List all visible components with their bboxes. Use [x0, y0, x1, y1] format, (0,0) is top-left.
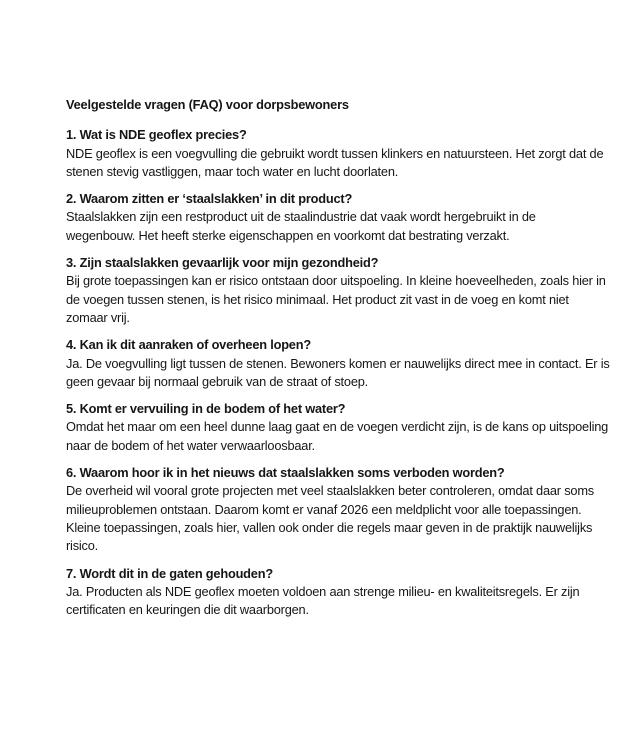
faq-answer-line: Ja. Producten als NDE geoflex moeten voldoen aan strenge milieu- en kwaliteitsregels. Er zijn — [66, 583, 580, 599]
faq-answer-line: naar de bodem of het water verwaarloosbaar. — [66, 437, 315, 453]
faq-answer-line: zomaar vrij. — [66, 309, 130, 325]
faq-answer-line: risico. — [66, 538, 99, 554]
faq-item — [66, 400, 611, 455]
faq-item — [66, 464, 611, 555]
faq-question: 7. Wordt dit in de gaten gehouden? — [66, 565, 273, 581]
faq-item — [66, 565, 611, 620]
faq-question: 1. Wat is NDE geoflex precies? — [66, 127, 247, 143]
faq-answer-line: Ja. De voegvulling ligt tussen de stenen. Bewoners komen er nauwelijks direct mee in contact. Er is — [66, 355, 610, 371]
faq-answer-line: certificaten en keuringen die dit waarborgen. — [66, 602, 309, 618]
faq-answer-line: De overheid wil vooral grote projecten met veel staalslakken beter controleren, omdat daar soms — [66, 483, 594, 499]
faq-answer-line: NDE geoflex is een voegvulling die gebruikt wordt tussen klinkers en natuursteen. Het zorgt dat de — [66, 145, 604, 161]
faq-answer-line: de voegen tussen stenen, is het risico minimaal. Het product zit vast in de voeg en komt niet — [66, 291, 569, 307]
faq-answer-line: wegenbouw. Het heeft sterke eigenschappen en voorkomt dat bestrating verzakt. — [66, 227, 510, 243]
faq-answer-line: geen gevaar bij normaal gebruik van de straat of stoep. — [66, 373, 369, 389]
faq-question: 5. Komt er vervuiling in de bodem of het water? — [66, 401, 346, 417]
faq-item — [66, 126, 611, 181]
faq-answer-line: milieuproblemen ontstaan. Daarom komt er vanaf 2026 een meldplicht voor alle toepassingen. — [66, 501, 582, 517]
faq-answer-line: stenen stevig vastliggen, maar toch water en lucht doorlaten. — [66, 163, 399, 179]
faq-answer-line: Kleine toepassingen, zoals hier, vallen ook onder die regels maar geven in de praktijk nauwelijks — [66, 519, 593, 535]
faq-item — [66, 254, 611, 327]
faq-question: 3. Zijn staalslakken gevaarlijk voor mijn gezondheid? — [66, 255, 379, 271]
faq-question: 6. Waarom hoor ik in het nieuws dat staalslakken soms verboden worden? — [66, 465, 505, 481]
document-content — [66, 96, 611, 628]
page-title: Veelgestelde vragen (FAQ) voor dorpsbewoners — [66, 97, 349, 112]
faq-answer-line: Bij grote toepassingen kan er risico ontstaan door uitspoeling. In kleine hoeveelheden, zoals hier in — [66, 273, 606, 289]
faq-answer-line: Staalslakken zijn een restproduct uit de staalindustrie dat vaak wordt hergebruikt in de — [66, 209, 536, 225]
faq-question: 4. Kan ik dit aanraken of overheen lopen? — [66, 337, 311, 353]
faq-answer-line: Omdat het maar om een heel dunne laag gaat en de voegen verdicht zijn, is de kans op uitspoeling — [66, 419, 609, 435]
faq-item — [66, 336, 611, 391]
faq-list — [66, 126, 611, 619]
faq-item — [66, 190, 611, 245]
faq-question: 2. Waarom zitten er ‘staalslakken’ in dit product? — [66, 191, 353, 207]
